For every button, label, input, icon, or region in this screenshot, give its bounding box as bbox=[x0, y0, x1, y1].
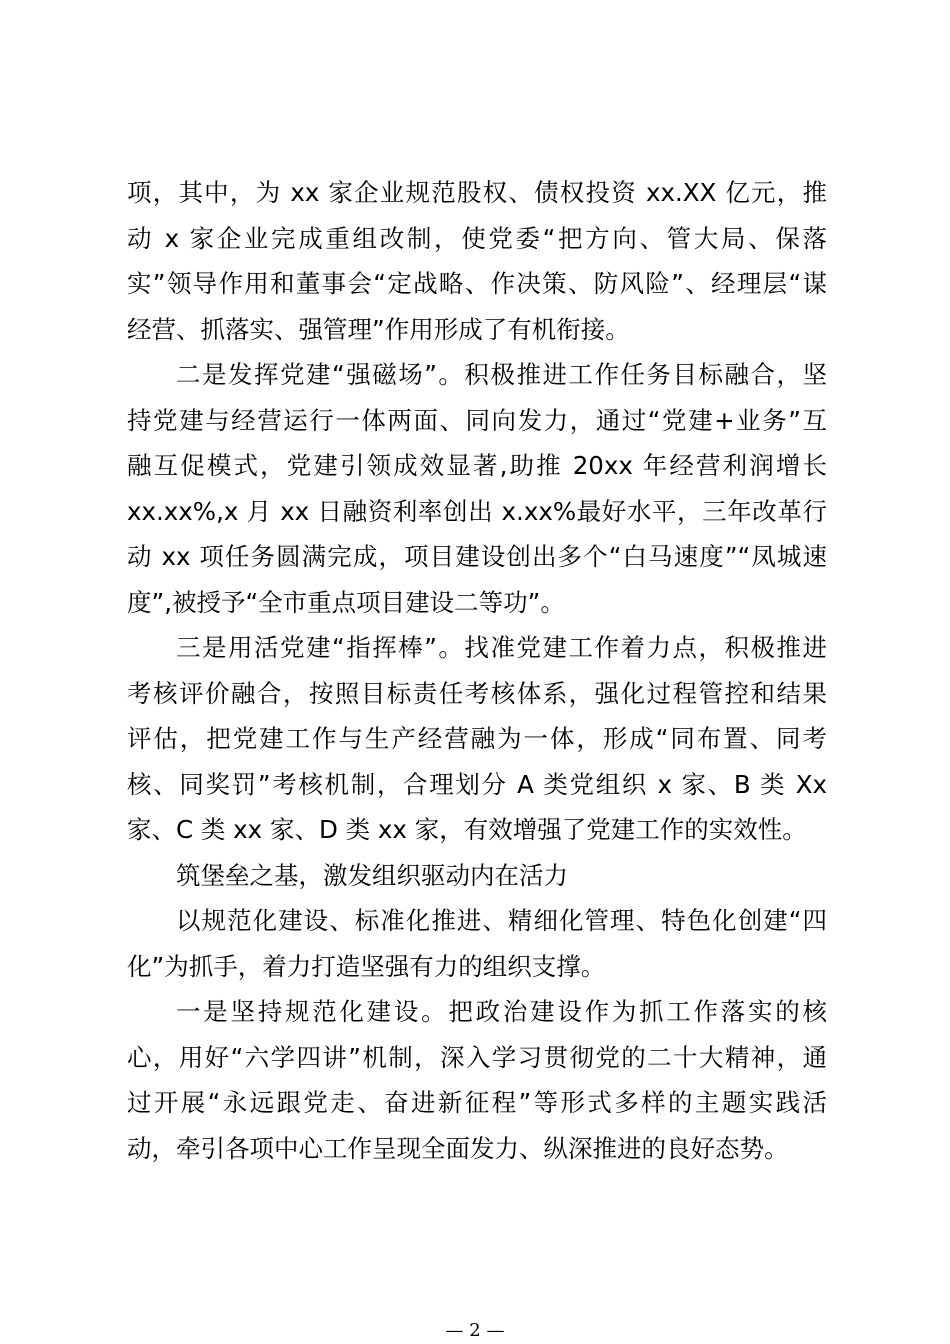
text-line: 动 x 家企业完成重组改制，使党委“把方向、管大局、保落 bbox=[127, 223, 827, 253]
text-line: 三是用活党建“指挥棒”。找准党建工作着力点，积极推进 bbox=[176, 633, 827, 662]
text-line: 动，牵引各项中心工作呈现全面发力、纵深推进的良好态势。 bbox=[127, 1133, 789, 1163]
text-line: 过开展“永远跟党走、奋进新征程”等形式多样的主题实践活 bbox=[127, 1088, 827, 1117]
text-line: 融互促模式，党建引领成效显著,助推 20xx 年经营利润增长 bbox=[127, 451, 827, 480]
text-line: 心，用好“六学四讲”机制，深入学习贯彻党的二十大精神，通 bbox=[127, 1042, 827, 1072]
page-number: — 2 — bbox=[445, 1320, 505, 1341]
text-line: 化”为抓手，着力打造坚强有力的组织支撑。 bbox=[127, 951, 606, 981]
text-line: 家、C 类 xx 家、D 类 xx 家，有效增强了党建工作的实效性。 bbox=[127, 815, 807, 844]
text-line: 以规范化建设、标准化推进、精细化管理、特色化创建“四 bbox=[176, 906, 827, 935]
text-line: 持党建与经营运行一体两面、同向发力，通过“党建+业务”互 bbox=[127, 405, 827, 435]
text-line: 动 xx 项任务圆满完成，项目建设创出多个“白马速度”“凤城速 bbox=[127, 542, 827, 571]
text-line: 二是发挥党建“强磁场”。积极推进工作任务目标融合，坚 bbox=[176, 360, 827, 389]
text-line: 实”领导作用和董事会“定战略、作决策、防风险”、经理层“谋 bbox=[127, 269, 827, 298]
section-heading: 筑堡垒之基，激发组织驱动内在活力 bbox=[176, 860, 568, 890]
text-line: 考核评价融合，按照目标责任考核体系，强化过程管控和结果 bbox=[127, 678, 827, 708]
text-line: 项，其中，为 xx 家企业规范股权、债权投资 xx.XX 亿元，推 bbox=[127, 178, 827, 207]
text-line: 度”,被授予“全市重点项目建设二等功”。 bbox=[127, 587, 565, 617]
text-line: xx.xx%,x 月 xx 日融资利率创出 x.xx%最好水平，三年改革行 bbox=[127, 496, 827, 526]
text-line: 核、同奖罚”考核机制，合理划分 A 类党组织 x 家、B 类 Xx bbox=[127, 769, 827, 799]
body-text bbox=[127, 170, 827, 1171]
text-line: 评估，把党建工作与生产经营融为一体，形成“同布置、同考 bbox=[127, 724, 827, 753]
text-line: 一是坚持规范化建设。把政治建设作为抓工作落实的核 bbox=[176, 997, 827, 1026]
text-line: 经营、抓落实、强管理”作用形成了有机衔接。 bbox=[127, 314, 630, 344]
